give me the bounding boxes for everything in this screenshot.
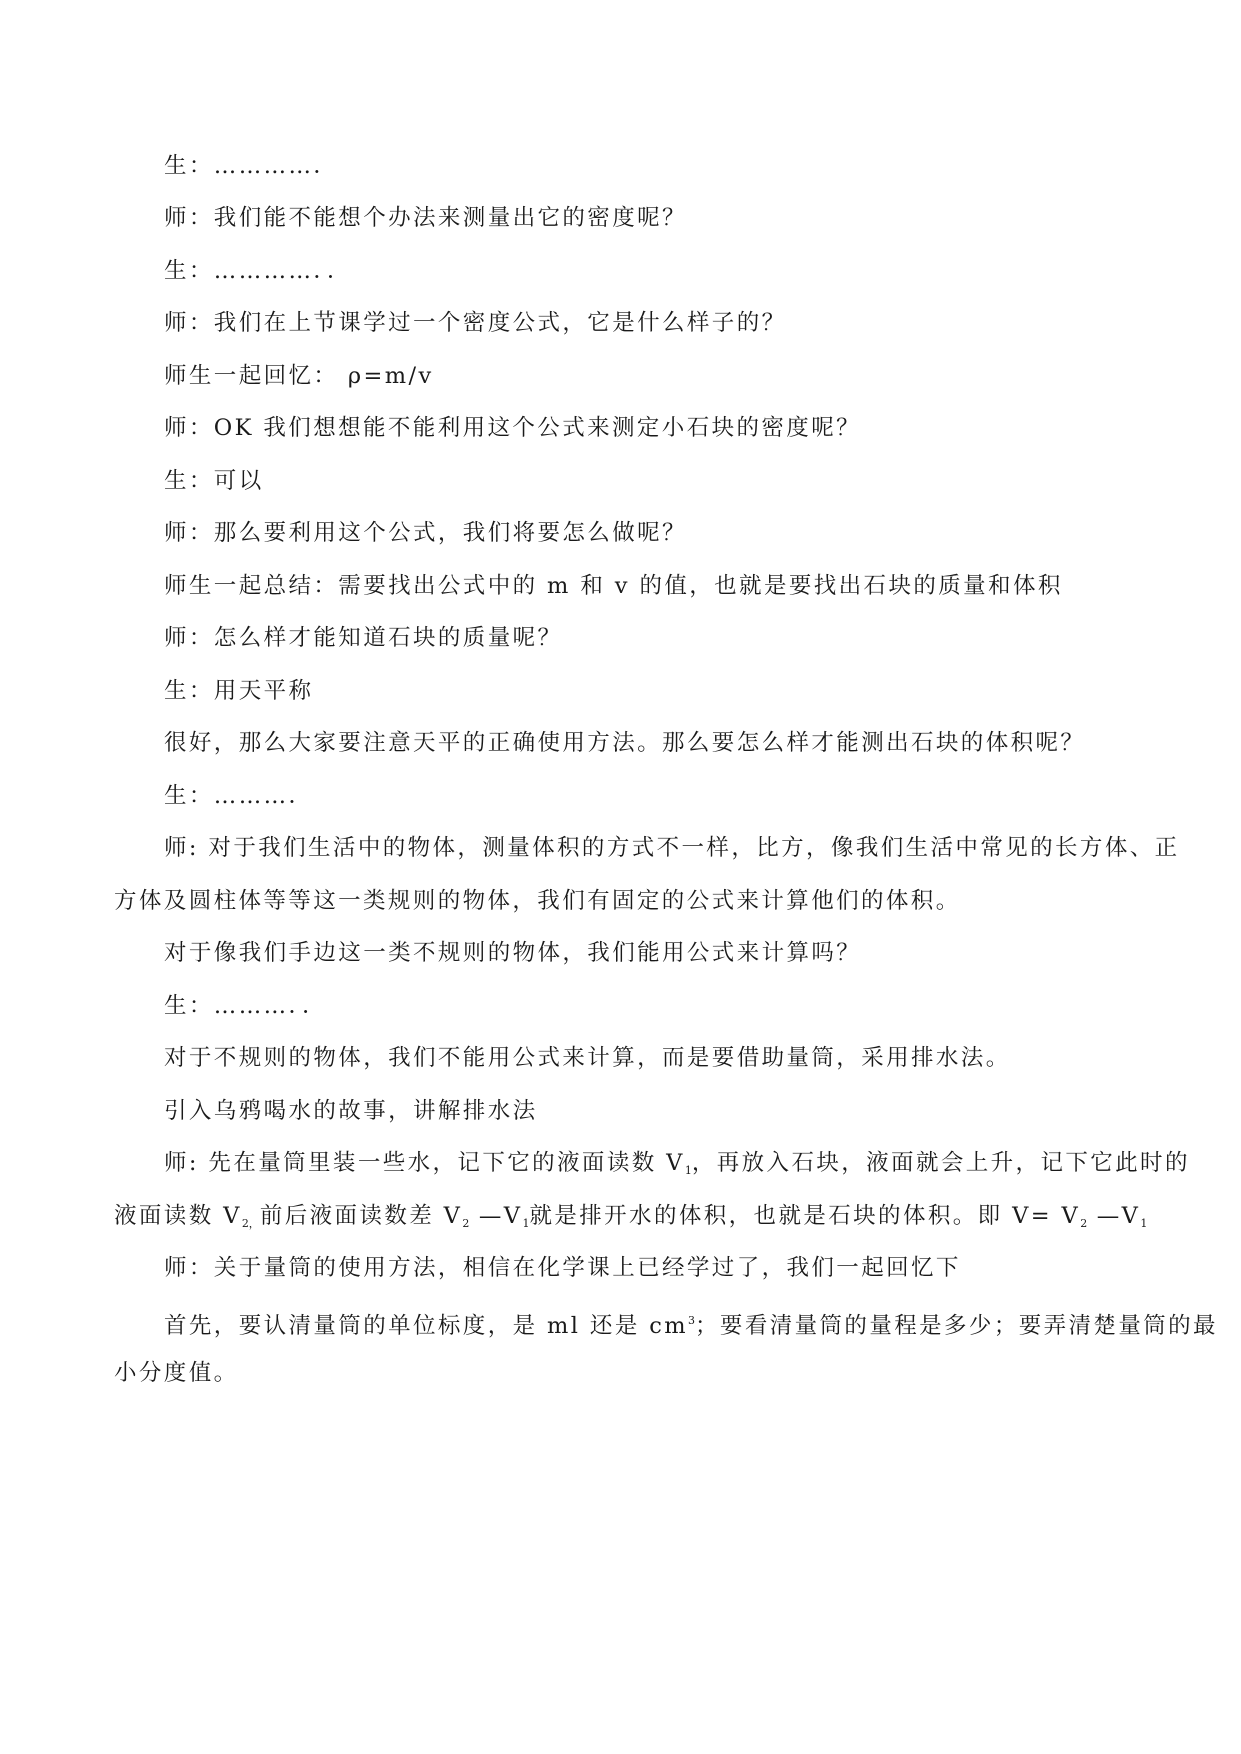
dialogue-line: 师：OK 我们想想能不能利用这个公式来测定小石块的密度呢？ bbox=[164, 415, 862, 441]
dialogue-line: 小分度值。 bbox=[114, 1360, 239, 1386]
dialogue-line: 师生一起回忆： ρ=m/v bbox=[164, 363, 434, 389]
text-run: 就是排开水的体积，也就是石块的体积。即 V= V bbox=[529, 1203, 1081, 1229]
dialogue-line: 生：…………．． bbox=[164, 258, 352, 284]
subscript: 2 bbox=[1080, 1217, 1088, 1230]
subscript: 1 bbox=[684, 1164, 692, 1177]
text-run: 首先，要认清量筒的单位标度，是 ml 还是 cm bbox=[164, 1313, 689, 1339]
dialogue-line: 生：………．． bbox=[164, 993, 328, 1019]
text-run: 师: 先在量筒里装一些水，记下它的液面读数 V bbox=[164, 1150, 685, 1176]
subscript: 2 bbox=[462, 1217, 470, 1230]
dialogue-line: 师：我们能不能想个办法来测量出它的密度呢？ bbox=[164, 205, 687, 231]
text-run: ，再放入石块，液面就会上升，记下它此时的 bbox=[691, 1150, 1190, 1176]
dialogue-line bbox=[114, 1201, 1147, 1239]
text-run: 前后液面读数差 V bbox=[259, 1203, 463, 1229]
dialogue-line: 师：我们在上节课学过一个密度公式，它是什么样子的？ bbox=[164, 310, 787, 336]
dialogue-line: 对于像我们手边这一类不规则的物体，我们能用公式来计算吗？ bbox=[164, 940, 862, 966]
dialogue-line: 对于不规则的物体，我们不能用公式来计算，而是要借助量筒，采用排水法。 bbox=[164, 1045, 1011, 1071]
subscript: 1 bbox=[1140, 1217, 1148, 1230]
text-run: —V bbox=[1087, 1203, 1141, 1229]
text-run: —V bbox=[469, 1203, 523, 1229]
dialogue-line bbox=[164, 1148, 1190, 1186]
dialogue-line: 师: 对于我们生活中的物体，测量体积的方式不一样，比方，像我们生活中常见的长方体、正 bbox=[164, 835, 1180, 861]
dialogue-line bbox=[164, 1306, 1218, 1341]
subscript: 1 bbox=[522, 1217, 530, 1230]
dialogue-line: 很好，那么大家要注意天平的正确使用方法。那么要怎么样才能测出石块的体积呢？ bbox=[164, 730, 1086, 756]
superscript: 3 bbox=[688, 1314, 696, 1327]
dialogue-line: 生：用天平称 bbox=[164, 678, 314, 704]
dialogue-line: 师：关于量筒的使用方法，相信在化学课上已经学过了，我们一起回忆下 bbox=[164, 1255, 961, 1281]
dialogue-line: 生：可以 bbox=[164, 468, 264, 494]
text-run: ；要看清量筒的量程是多少；要弄清楚量筒的最 bbox=[695, 1313, 1218, 1339]
dialogue-line: 师：那么要利用这个公式，我们将要怎么做呢？ bbox=[164, 520, 687, 546]
subscript: 2， bbox=[241, 1217, 260, 1230]
text-run: 液面读数 V bbox=[114, 1203, 242, 1229]
dialogue-line: 方体及圆柱体等等这一类规则的物体，我们有固定的公式来计算他们的体积。 bbox=[114, 888, 961, 914]
dialogue-line: 生：………． bbox=[164, 783, 314, 809]
dialogue-line: 师生一起总结：需要找出公式中的 m 和 v 的值，也就是要找出石块的质量和体积 bbox=[164, 573, 1063, 599]
dialogue-line: 引入乌鸦喝水的故事，讲解排水法 bbox=[164, 1098, 538, 1124]
dialogue-line: 师：怎么样才能知道石块的质量呢？ bbox=[164, 625, 563, 651]
dialogue-line: 生：…………． bbox=[164, 153, 339, 179]
